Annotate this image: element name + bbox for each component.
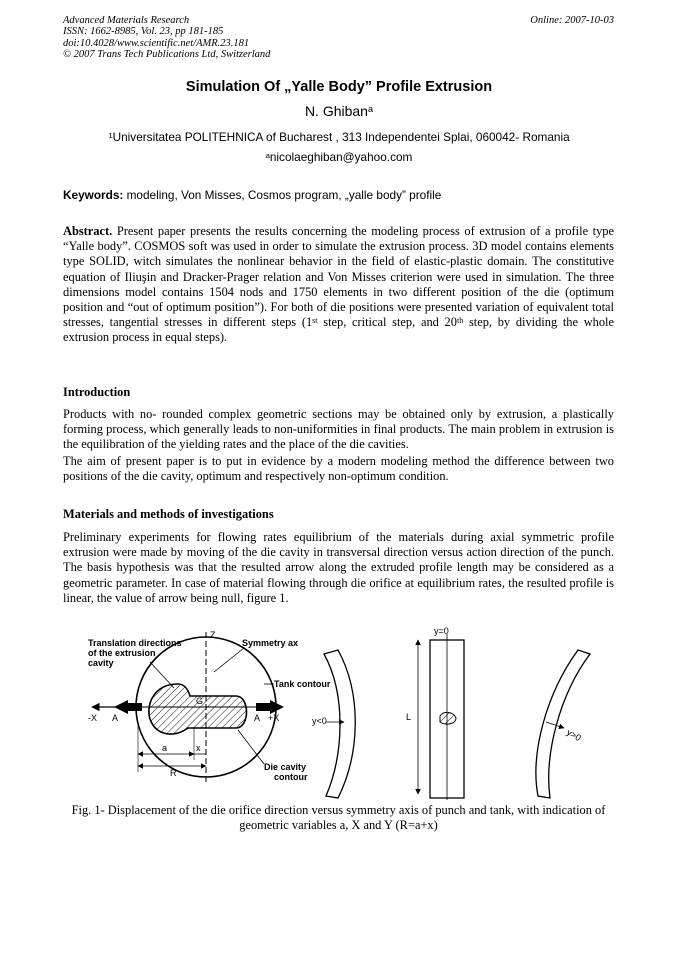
introduction-heading: Introduction — [63, 385, 131, 399]
profile-curved-negative — [312, 650, 355, 798]
symbol-y-gt: y>0 — [565, 727, 583, 744]
email-sup: a — [265, 150, 270, 160]
symbol-g: G — [196, 696, 204, 706]
symbol-z: Z — [210, 630, 216, 640]
affiliation — [0, 130, 678, 144]
symbol-x: x — [196, 743, 201, 753]
keywords-label: Keywords: — [63, 188, 124, 202]
symbol-a-right: A — [254, 713, 261, 723]
translation-leader — [150, 662, 174, 688]
figure-1 — [78, 624, 618, 800]
author-name: N. Ghiban — [304, 103, 368, 119]
materials-paragraph-1: Preliminary experiments for flowing rates equilibrium of the materials during axial symmetric profile extrusion were made by moving of the die cavity in transversal direction versus action direction of the punch. The basis hypothesis was that the resulted arrow along the extruded profile length may be considered as a geometric parameter. In case of material flowing through die orifice at equilibrium rates, the resulted profile is linear, the value of arrow being null, figure 1. — [63, 530, 614, 605]
keywords-line — [63, 188, 441, 202]
symbol-r: R — [170, 768, 177, 778]
email-line — [0, 150, 678, 164]
symbol-y-eq: y=0 — [434, 626, 449, 636]
doi-line[interactable]: doi:10.4028/www.scientific.net/AMR.23.181 — [63, 37, 250, 49]
left-translation-arrow — [114, 700, 128, 714]
abstract-sup-th: th — [456, 315, 464, 325]
abstract-mid: step, critical step, and 20 — [317, 315, 457, 330]
symbol-neg-x: -X — [88, 713, 97, 723]
introduction-paragraph-2: The aim of present paper is to put in evidence by a modern modeling method the difference between two positions of the die cavity, optimum and respectively non-optimum condition. — [63, 454, 614, 484]
abstract-text: Present paper presents the results concerning the modeling process of extrusion of a profile type “Yalle body”. COSMOS soft was used in order to simulate the extrusion process. 3D model contains elements type SOLID, witch simulates the nonlinear behavior in the field of elastic-plastic domain. The constitutive equation of Iliuşin and Dracker-Prager relation and Von Misses criterion were used in simulation. The three dimensions model contains 1504 nods and 1750 elements in two different position of the die (optimum position and “out of optimum position”). For both of die positions were presented variation of equivalent total stresses, tangential stresses in different steps (1 — [63, 224, 614, 330]
symbol-y-lt: y<0 — [312, 716, 327, 726]
affiliation-sup: 1 — [108, 130, 113, 140]
author-sup: a — [367, 103, 374, 114]
online-date: Online: 2007-10-03 — [530, 15, 614, 26]
affiliation-text: Universitatea POLITEHNICA of Bucharest , 313 Independentei Splai, 060042- Romania — [112, 130, 570, 144]
symbol-a: a — [162, 743, 168, 753]
keywords-text: modeling, Von Misses, Cosmos program, „yalle body” profile — [123, 188, 442, 202]
abstract-paragraph — [63, 224, 614, 346]
email-address[interactable]: nicolaeghiban@yahoo.com — [269, 150, 413, 164]
author-line — [0, 103, 678, 119]
right-translation-arrow — [270, 700, 284, 714]
label-translation-1: Translation directions — [88, 638, 182, 648]
paper-title: Simulation Of „Yalle Body” Profile Extrusion — [185, 79, 493, 95]
materials-heading: Materials and methods of investigations — [63, 507, 274, 521]
abstract-label: Abstract. — [63, 224, 113, 238]
label-translation-2: of the extrusion — [88, 648, 156, 658]
figure-caption: Fig. 1- Displacement of the die orifice direction versus symmetry axis of punch and tank, with indication of geometric variables a, X and Y (R=a+x) — [71, 803, 606, 833]
symbol-l: L — [406, 712, 412, 722]
label-die-2: contour — [274, 772, 308, 782]
symbol-pos-x: +X — [268, 713, 280, 723]
journal-header — [63, 15, 270, 60]
die-leader — [238, 730, 264, 764]
profile-curved-positive — [536, 650, 590, 798]
issn-line: ISSN: 1662-8985, Vol. 23, pp 181-185 — [63, 26, 224, 38]
label-tank: Tank contour — [274, 679, 331, 689]
journal-name: Advanced Materials Research — [63, 15, 190, 26]
tank-diagram — [88, 630, 331, 784]
abstract-end: step, by dividing the whole extrusion process in equal steps). — [63, 315, 614, 345]
right-translation-bar — [256, 703, 270, 711]
label-die-1: Die cavity — [264, 762, 307, 772]
left-translation-bar — [128, 703, 142, 711]
label-symmetry: Symmetry ax — [242, 638, 299, 648]
introduction-paragraph-1: Products with no- rounded complex geometric sections may be obtained only by extrusion, a plastically forming process, which generally leads to non-uniformities in final products. The main problem in extrusion is the equilibration of the yielding rates and the place of the die cavities. — [63, 407, 614, 452]
profile-straight — [406, 626, 464, 800]
label-translation-3: cavity — [88, 658, 114, 668]
copyright-line: © 2007 Trans Tech Publications Ltd, Switzerland — [63, 48, 271, 60]
symmetry-leader — [214, 648, 244, 672]
abstract-sup-st: st — [312, 315, 318, 325]
symbol-a-left: A — [112, 713, 119, 723]
die-cavity-profile — [149, 684, 247, 734]
